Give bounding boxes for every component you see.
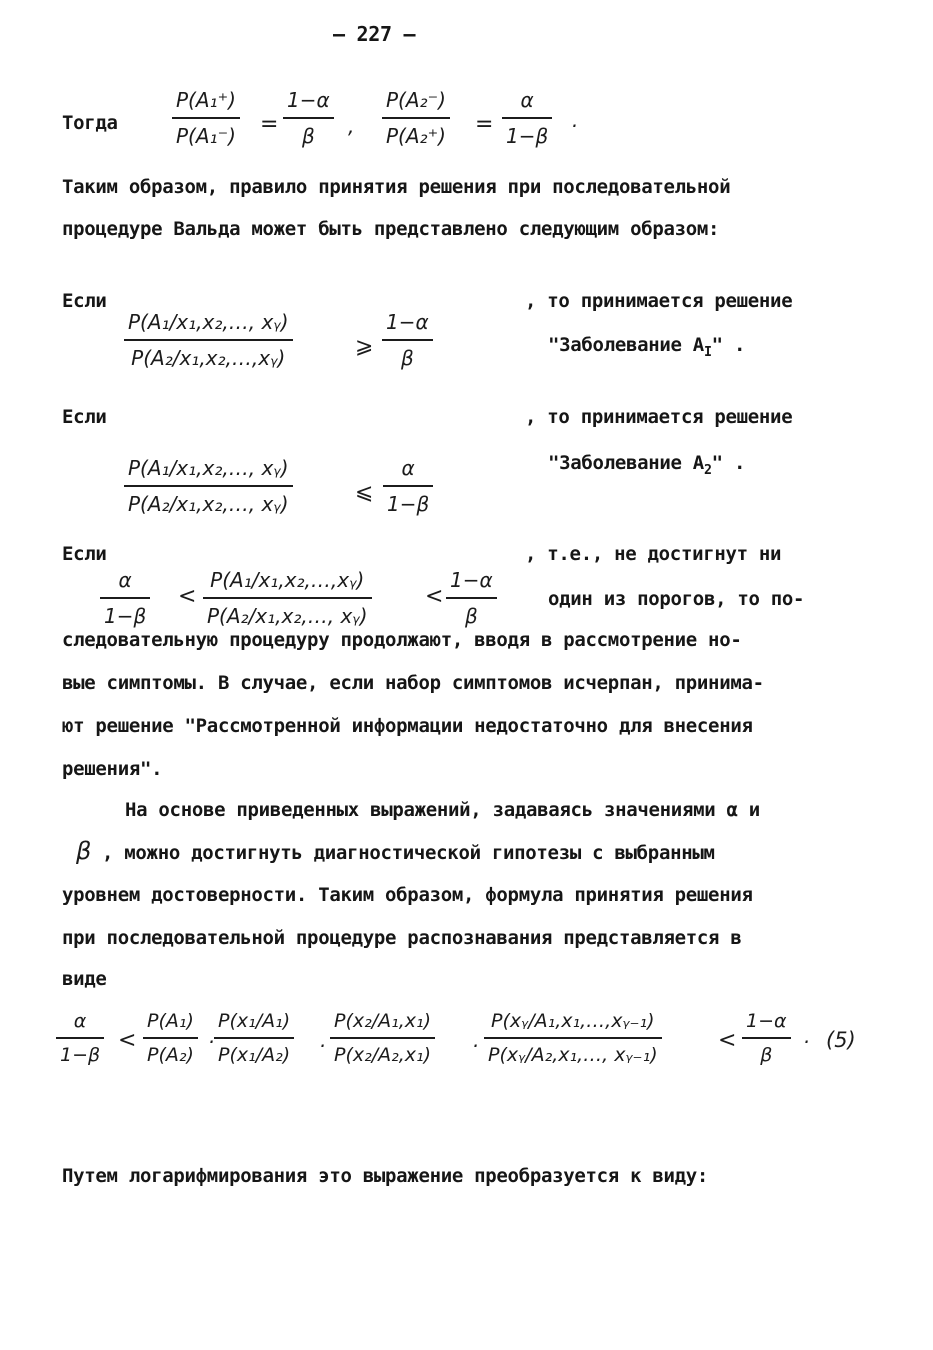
fraction-bar bbox=[143, 1037, 198, 1039]
result-text: "Заболевание A bbox=[548, 452, 704, 474]
fraction-threshold-upper bbox=[283, 88, 334, 148]
result-subscript: 2 bbox=[703, 462, 712, 478]
case-result-line: , то принимается решение bbox=[525, 406, 793, 428]
fraction-bar bbox=[124, 339, 293, 341]
paragraph-line: решения". bbox=[62, 758, 163, 780]
fraction-denominator: P(x₂/A₂,x₁) bbox=[334, 1043, 432, 1066]
fraction-denominator: β bbox=[301, 123, 315, 148]
fraction-bar bbox=[382, 339, 433, 341]
fraction-threshold-upper bbox=[382, 310, 433, 370]
fraction-numerator: α bbox=[73, 1010, 87, 1032]
fraction-numerator: P(A₁/x₁,x₂,…, xᵧ) bbox=[128, 310, 289, 334]
fraction-bar bbox=[100, 597, 150, 599]
fraction-bar bbox=[502, 117, 552, 119]
less-than-sign: < bbox=[425, 584, 444, 609]
fraction-likelihood-ratio bbox=[124, 310, 293, 370]
fraction-denominator: P(A₂/x₁,x₂,…,xᵧ) bbox=[131, 345, 286, 370]
beta-symbol: β bbox=[76, 837, 92, 865]
fraction-threshold-upper bbox=[446, 568, 497, 628]
paragraph-line: На основе приведенных выражений, задаваясь значениями α и bbox=[125, 799, 760, 821]
fraction-numerator: 1−α bbox=[746, 1010, 787, 1032]
case-result-line: один из порогов, то по- bbox=[548, 588, 805, 610]
fraction-threshold-lower bbox=[56, 1010, 104, 1066]
paragraph-line: Путем логарифмирования это выражение преобразуется к виду: bbox=[62, 1165, 709, 1187]
case-result-line: , то принимается решение bbox=[525, 290, 793, 312]
fraction-bar bbox=[203, 597, 372, 599]
fraction-denominator: P(A₁⁻) bbox=[176, 123, 236, 148]
paragraph-line: уровнем достоверности. Таким образом, формула принятия решения bbox=[62, 884, 753, 906]
fraction-denominator: P(A₂/x₁,x₂,…, xᵧ) bbox=[207, 603, 368, 628]
fraction-denominator: P(A₂⁺) bbox=[386, 123, 446, 148]
fraction-bar bbox=[330, 1037, 435, 1039]
fraction-numerator: α bbox=[520, 88, 534, 112]
fraction-threshold-lower bbox=[100, 568, 150, 628]
fraction-numerator: 1−α bbox=[386, 310, 429, 334]
case-if-label: Если bbox=[62, 543, 107, 565]
fraction-threshold-lower bbox=[502, 88, 552, 148]
case-result-line bbox=[548, 452, 745, 478]
fraction-threshold-upper bbox=[742, 1010, 791, 1066]
fraction-bar bbox=[446, 597, 497, 599]
fraction-numerator: α bbox=[118, 568, 132, 592]
fraction-symptom-2 bbox=[330, 1010, 435, 1066]
fraction-p-a2 bbox=[382, 88, 450, 148]
equals-sign: = bbox=[260, 112, 279, 137]
paragraph-line: вые симптомы. В случае, если набор симптомов исчерпан, принима- bbox=[62, 672, 764, 694]
fraction-denominator: β bbox=[400, 345, 414, 370]
fraction-numerator: P(A₁) bbox=[147, 1010, 194, 1032]
fraction-numerator: 1−α bbox=[287, 88, 330, 112]
comma: , bbox=[348, 114, 355, 138]
fraction-denominator: 1−β bbox=[387, 491, 430, 516]
fraction-denominator: P(x₁/A₂) bbox=[218, 1043, 291, 1066]
fraction-bar bbox=[382, 117, 450, 119]
fraction-bar bbox=[383, 485, 433, 487]
fraction-denominator: P(xᵧ/A₂,x₁,…, xᵧ₋₁) bbox=[488, 1043, 658, 1066]
result-text: "Заболевание A bbox=[548, 334, 704, 356]
paragraph-line: Таким образом, правило принятия решения при последовательной bbox=[62, 176, 731, 198]
case-if-label: Если bbox=[62, 406, 107, 428]
fraction-numerator: P(A₁/x₁,x₂,…,xᵧ) bbox=[210, 568, 365, 592]
fraction-symptom-y bbox=[484, 1010, 662, 1066]
fraction-denominator: 1−β bbox=[104, 603, 147, 628]
fraction-denominator: P(A₂) bbox=[147, 1043, 194, 1066]
equation-number: (5) bbox=[826, 1028, 856, 1052]
less-than-sign: < bbox=[718, 1028, 737, 1053]
fraction-denominator: P(A₂/x₁,x₂,…, xᵧ) bbox=[128, 491, 289, 516]
leq-sign: ⩽ bbox=[355, 480, 374, 505]
page-number: – 227 – bbox=[333, 22, 416, 46]
less-than-sign: < bbox=[118, 1028, 137, 1053]
less-than-sign: < bbox=[178, 584, 197, 609]
fraction-likelihood-ratio bbox=[124, 456, 293, 516]
multiply-dot: · bbox=[208, 1030, 215, 1054]
fraction-bar bbox=[742, 1037, 791, 1039]
paragraph-line: при последовательной процедуре распознавания представляется в bbox=[62, 927, 742, 949]
paragraph-line: процедуре Вальда может быть представлено следующим образом: bbox=[62, 218, 720, 240]
fraction-p-a1 bbox=[172, 88, 240, 148]
fraction-numerator: P(x₁/A₁) bbox=[218, 1010, 291, 1032]
fraction-bar bbox=[172, 117, 240, 119]
fraction-bar bbox=[283, 117, 334, 119]
fraction-symptom-1 bbox=[214, 1010, 294, 1066]
fraction-likelihood-ratio bbox=[203, 568, 372, 628]
multiply-dot: · bbox=[472, 1034, 479, 1058]
fraction-numerator: P(A₁/x₁,x₂,…, xᵧ) bbox=[128, 456, 289, 480]
fraction-bar bbox=[214, 1037, 294, 1039]
result-end: " . bbox=[711, 334, 746, 356]
fraction-threshold-lower bbox=[383, 456, 433, 516]
fraction-numerator: P(A₂⁻) bbox=[386, 88, 446, 112]
fraction-bar bbox=[56, 1037, 104, 1039]
geq-sign: ⩾ bbox=[355, 334, 374, 359]
paragraph-line: , можно достигнуть диагностической гипотезы с выбранным bbox=[102, 842, 715, 864]
fraction-denominator: β bbox=[760, 1043, 773, 1066]
fraction-numerator: P(A₁⁺) bbox=[176, 88, 236, 112]
fraction-numerator: P(x₂/A₁,x₁) bbox=[334, 1010, 432, 1032]
fraction-denominator: β bbox=[464, 603, 478, 628]
fraction-bar bbox=[124, 485, 293, 487]
case-result-line bbox=[548, 334, 745, 360]
case-if-label: Если bbox=[62, 290, 107, 312]
case-result-line: , т.е., не достигнут ни bbox=[525, 543, 782, 565]
equals-sign: = bbox=[475, 112, 494, 137]
paragraph-line: ют решение "Рассмотренной информации недостаточно для внесения bbox=[62, 715, 753, 737]
fraction-prior-ratio bbox=[143, 1010, 198, 1066]
paragraph-line: виде bbox=[62, 968, 107, 990]
fraction-numerator: 1−α bbox=[450, 568, 493, 592]
paragraph-line: следовательную процедуру продолжают, вводя в рассмотрение но- bbox=[62, 629, 742, 651]
period: . bbox=[572, 108, 579, 132]
fraction-bar bbox=[484, 1037, 662, 1039]
fraction-denominator: 1−β bbox=[506, 123, 549, 148]
result-subscript: I bbox=[703, 344, 712, 360]
multiply-dot: · bbox=[319, 1034, 326, 1058]
fraction-numerator: P(xᵧ/A₁,x₁,…,xᵧ₋₁) bbox=[491, 1010, 655, 1032]
fraction-numerator: α bbox=[401, 456, 415, 480]
fraction-denominator: 1−β bbox=[60, 1043, 101, 1066]
multiply-dot: · bbox=[803, 1030, 810, 1054]
intro-word: Тогда bbox=[62, 112, 118, 134]
result-end: " . bbox=[711, 452, 746, 474]
